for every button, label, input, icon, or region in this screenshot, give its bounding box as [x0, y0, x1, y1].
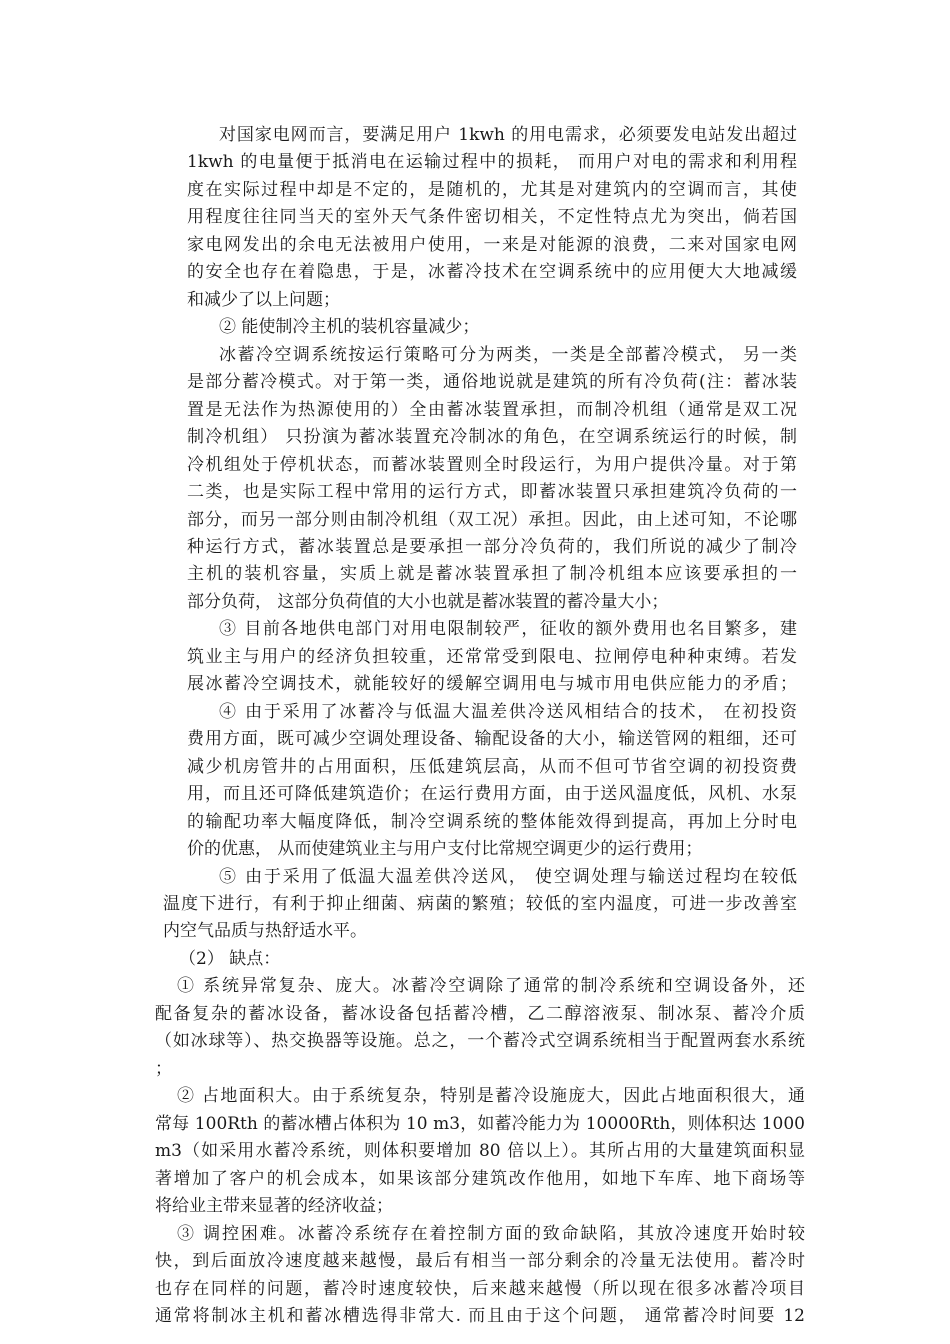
- text-line: 用，而且还可降低建筑造价；在运行费用方面，由于送风温度低，风机、水泵: [187, 784, 797, 804]
- text-line: 展冰蓄冷空调技术，就能较好的缓解空调用电与城市用电供应能力的矛盾；: [187, 674, 797, 694]
- text-line: 1kwh 的电量便于抵消电在运输过程中的损耗， 而用户对电的需求和利用程: [187, 152, 797, 172]
- text-line: ⑤ 由于采用了低温大温差供冷送风， 使空调处理与输送过程均在较低: [219, 867, 797, 887]
- text-line: 也存在同样的问题，蓄冷时速度较快，后来越来越慢（所以现在很多冰蓄冷项目: [155, 1279, 805, 1299]
- text-line: 度在实际过程中却是不定的，是随机的，尤其是对建筑内的空调而言，其使: [187, 180, 797, 200]
- text-line: ① 系统异常复杂、庞大。冰蓄冷空调除了通常的制冷系统和空调设备外，还: [177, 976, 805, 996]
- text-line: ；: [155, 1059, 172, 1079]
- text-line: 的输配功率大幅度降低，制冷空调系统的整体能效得到提高，再加上分时电: [187, 812, 797, 832]
- text-line: 冷机组处于停机状态，而蓄冰装置则全时段运行，为用户提供冷量。对于第: [187, 455, 797, 475]
- text-line: 置是无法作为热源使用的）全由蓄冰装置承担，而制冷机组（通常是双工况: [187, 400, 797, 420]
- text-line: ② 能使制冷主机的装机容量减少；: [219, 317, 480, 337]
- text-line: 通常将制冰主机和蓄冰槽选得非常大. 而且由于这个问题， 通常蓄冷时间要 12: [155, 1306, 805, 1326]
- text-line: 价的优惠， 从而使建筑业主与用户支付比常规空调更少的运行费用；: [187, 839, 703, 859]
- text-line: 制冷机组） 只扮演为蓄冰装置充冷制冰的角色，在空调系统运行的时候，制: [187, 427, 797, 447]
- text-line: ④ 由于采用了冰蓄冷与低温大温差供冷送风相结合的技术， 在初投资: [219, 702, 797, 722]
- text-line: 种运行方式，蓄冰装置总是要承担一部分冷负荷的，我们所说的减少了制冷: [187, 537, 797, 557]
- text-line: 部分负荷， 这部分负荷值的大小也就是蓄冰装置的蓄冷量大小；: [187, 592, 669, 612]
- text-line: 主机的装机容量，实质上就是蓄冰装置承担了制冷机组本应该要承担的一: [187, 564, 797, 584]
- text-line: 筑业主与用户的经济负担较重，还常常受到限电、拉闸停电种种束缚。若发: [187, 647, 797, 667]
- text-line: 家电网发出的余电无法被用户使用，一来是对能源的浪费，二来对国家电网: [187, 235, 797, 255]
- text-line: 用程度往往同当天的室外天气条件密切相关，不定性特点尤为突出，倘若国: [187, 207, 797, 227]
- text-line: （如冰球等）、热交换器等设施。总之，一个蓄冷式空调系统相当于配置两套水系统: [155, 1031, 805, 1051]
- text-line: 将给业主带来显著的经济收益；: [155, 1196, 393, 1216]
- text-line: 著增加了客户的机会成本，如果该部分建筑改作他用，如地下车库、地下商场等: [155, 1169, 805, 1189]
- text-line: 温度下进行，有利于抑止细菌、病菌的繁殖；较低的室内温度，可进一步改善室: [163, 894, 797, 914]
- text-line: 快，到后面放冷速度越来越慢，最后有相当一部分剩余的冷量无法使用。蓄冷时: [155, 1251, 805, 1271]
- text-line: 费用方面，既可减少空调处理设备、输配设备的大小，输送管网的粗细，还可: [187, 729, 797, 749]
- text-line: ③ 目前各地供电部门对用电限制较严，征收的额外费用也名目繁多，建: [219, 619, 797, 639]
- text-line: （2） 缺点：: [179, 949, 281, 969]
- text-line: 二类，也是实际工程中常用的运行方式，即蓄冰装置只承担建筑冷负荷的一: [187, 482, 797, 502]
- text-line: 对国家电网而言，要满足用户 1kwh 的用电需求，必须要发电站发出超过: [219, 125, 797, 145]
- text-line: 配备复杂的蓄冰设备，蓄冰设备包括蓄冷槽，乙二醇溶液泵、制冰泵、蓄冷介质: [155, 1004, 805, 1024]
- text-line: 和减少了以上问题；: [187, 290, 340, 310]
- text-line: 是部分蓄冷模式。对于第一类，通俗地说就是建筑的所有冷负荷(注：蓄冰装: [187, 372, 797, 392]
- text-line: 减少机房管井的占用面积，压低建筑层高，从而不但可节省空调的初投资费: [187, 757, 797, 777]
- text-line: m3（如采用水蓄冷系统，则体积要增加 80 倍以上）。其所占用的大量建筑面积显: [155, 1141, 805, 1161]
- text-line: ② 占地面积大。由于系统复杂，特别是蓄冷设施庞大，因此占地面积很大，通: [177, 1086, 805, 1106]
- text-line: ③ 调控困难。冰蓄冷系统存在着控制方面的致命缺陷，其放冷速度开始时较: [177, 1224, 805, 1244]
- text-line: 冰蓄冷空调系统按运行策略可分为两类，一类是全部蓄冷模式， 另一类: [219, 345, 797, 365]
- text-line: 内空气品质与热舒适水平。: [163, 921, 367, 941]
- text-line: 的安全也存在着隐患，于是，冰蓄冷技术在空调系统中的应用便大大地减缓: [187, 262, 797, 282]
- text-line: 部分，而另一部分则由制冷机组（双工况）承担。因此，由上述可知，不论哪: [187, 510, 797, 530]
- text-line: 常每 100Rth 的蓄冰槽占体积为 10 m3，如蓄冷能力为 10000Rth，则体积达 1000: [155, 1114, 805, 1134]
